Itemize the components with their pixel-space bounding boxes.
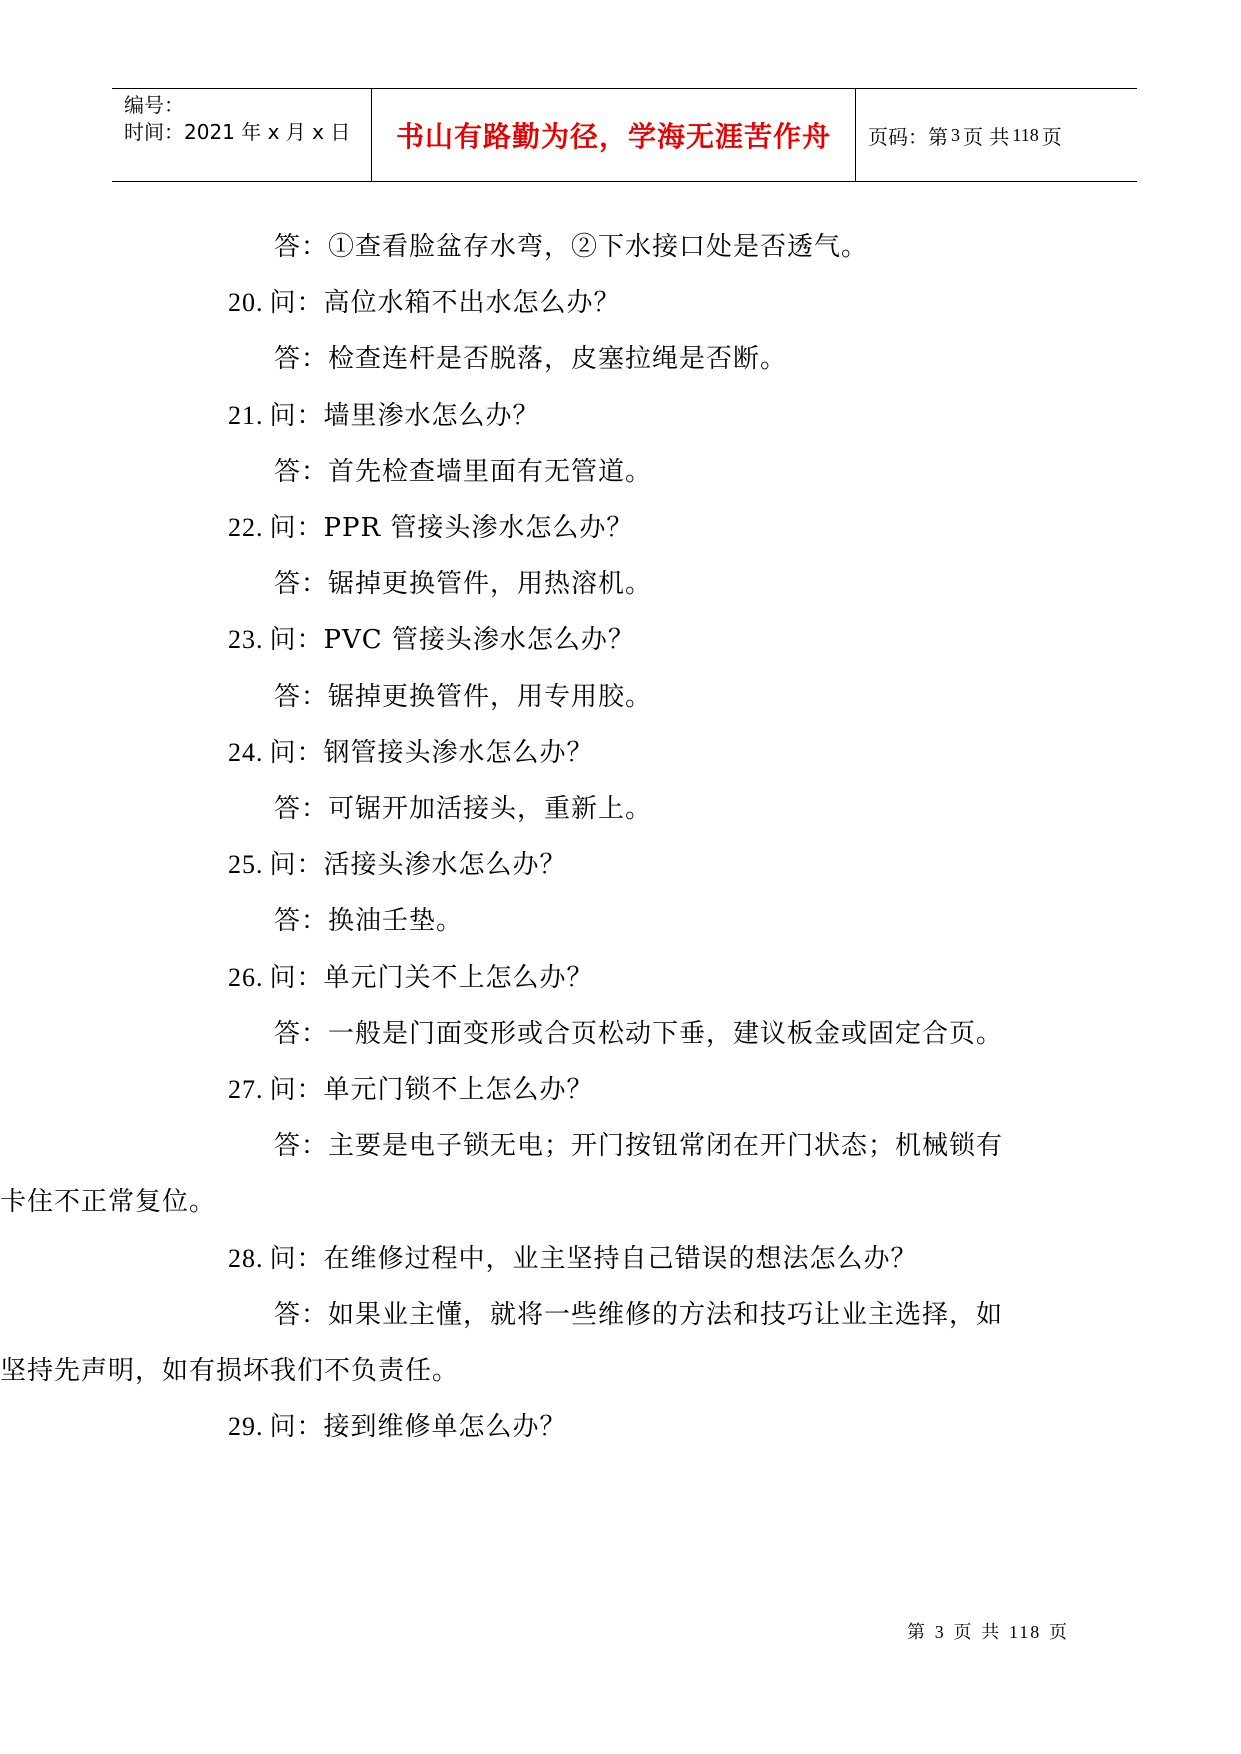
question-number: 24. [228,738,264,767]
footer-page-number: 3 [934,1622,946,1642]
header-motto-cell [372,89,856,181]
footer-suffix: 页 [1049,1622,1070,1643]
answer-line: 答：主要是电子锁无电；开门按钮常闭在开门状态；机械锁有 [274,1131,1004,1161]
answer-line: 答：检查连杆是否脱落，皮塞拉绳是否断。 [274,344,788,374]
header-page-total: 118 [1012,124,1039,145]
question-text: 问：活接头渗水怎么办？ [269,850,567,880]
question-text: 问：钢管接头渗水怎么办？ [269,738,594,768]
question-number: 29. [228,1412,264,1441]
answer-line: 答：换油壬垫。 [274,906,464,936]
page-header [112,88,1137,182]
footer-mid: 页 共 [953,1622,1002,1643]
question-number: 27. [228,1075,264,1104]
question-number: 25. [228,850,264,879]
question-number: 28. [228,1244,264,1273]
question-line [228,848,567,882]
question-line [228,623,635,657]
question-text: 问：单元门关不上怎么办？ [269,963,594,993]
question-line [228,511,633,545]
question-text: 问：PVC 管接头渗水怎么办？ [269,625,635,655]
question-number: 23. [228,625,264,654]
header-page-prefix: 页码：第 [868,124,948,149]
question-text: 问：接到维修单怎么办？ [269,1412,567,1442]
document-date: 时间：2021 年 x 月 x 日 [124,120,351,144]
question-number: 22. [228,513,264,542]
answer-continuation-line: 坚持先声明，如有损坏我们不负责任。 [0,1356,460,1386]
question-line [228,961,594,995]
answer-continuation-line: 卡住不正常复位。 [0,1187,217,1217]
question-number: 26. [228,963,264,992]
question-text: 问：PPR 管接头渗水怎么办？ [269,513,634,543]
header-page-number: 3 [951,124,960,145]
answer-line: 答：一般是门面变形或合页松动下垂，建议板金或固定合页。 [274,1019,1004,1049]
question-line [228,286,621,320]
answer-line: 答：可锯开加活接头，重新上。 [274,794,653,824]
question-text: 问：高位水箱不出水怎么办？ [269,288,621,318]
answer-line: 答：①查看脸盆存水弯，②下水接口处是否透气。 [274,232,869,262]
footer-page-total: 118 [1008,1622,1042,1642]
header-page-suffix: 页 [1041,124,1062,149]
header-page-mid: 页 共 [963,124,1010,149]
header-page-info [856,89,1137,181]
answer-line: 答：首先检查墙里面有无管道。 [274,457,653,487]
answer-line: 答：锯掉更换管件，用专用胶。 [274,682,653,712]
question-line [228,1073,594,1107]
answer-line: 答：锯掉更换管件，用热溶机。 [274,569,653,599]
question-text: 问：单元门锁不上怎么办？ [269,1075,594,1105]
answer-line: 答：如果业主懂，就将一些维修的方法和技巧让业主选择，如 [274,1300,1004,1330]
document-number-label: 编号： [124,93,184,117]
header-meta [112,89,372,181]
question-line [228,736,594,770]
header-motto: 书山有路勤为径，学海无涯苦作舟 [395,120,831,153]
question-number: 21. [228,401,264,430]
question-number: 20. [228,288,264,317]
question-line [228,399,540,433]
page-footer [907,1618,1069,1644]
footer-prefix: 第 [907,1622,927,1643]
question-text: 问：在维修过程中，业主坚持自己错误的想法怎么办？ [269,1244,918,1274]
question-line [228,1242,918,1276]
question-line [228,1410,567,1444]
question-text: 问：墙里渗水怎么办？ [269,401,540,431]
